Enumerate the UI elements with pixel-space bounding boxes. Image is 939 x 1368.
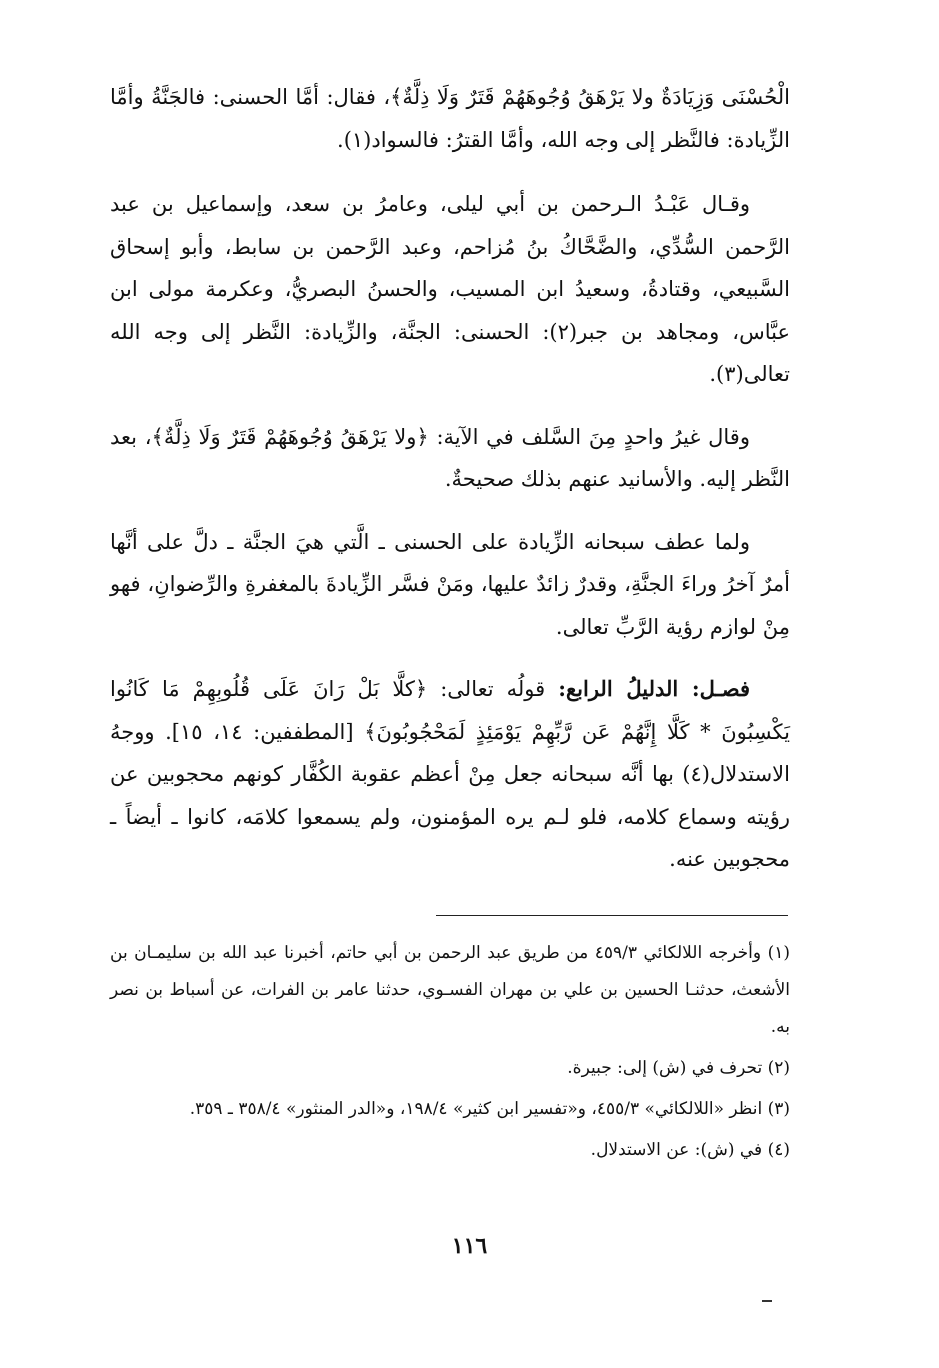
scan-mark [762,1300,772,1302]
paragraph-2: وقـال عَبْـدُ الـرحمن بن أبي ليلى، وعامرُ بن سعد، وإسماعيل بن عبد الرَّحمن السُّدِّي، والضَّحَّاكُ بنُ مُزاحم، وعبد الرَّحمن بن سابط، وأبو إسحاق السَّبيعي، وقتادةُ، وسعيدُ ابن المسيب، والحسنُ البصريُّ، وعكرمة مولى ابن عبَّاس، ومجاهد بن جبر(٢): الحسنى: الجنَّة، والزِّيادة: النَّظر إلى وجه الله تعالى(٣). [110,192,790,386]
footnote-4: (٤) في (ش): عن الاستدلال. [590,1140,790,1160]
footnote-3: (٣) انظر «اللالكائي» ٤٥٥/٣، و«تفسير ابن كثير» ١٩٨/٤، و«الدر المنثور» ٣٥٨/٤ ـ ٣٥٩. [189,1099,790,1119]
footnote-divider [436,915,788,916]
paragraph-1: الْحُسْنَى وَزِيَادَةٌ ولا يَرْهَقُ وُجُوهَهُمْ قَتَرٌ وَلَا ذِلَّةٌ﴾، فقال: أمَّا الحسنى: فالجَنَّةُ وأمَّا الزِّيادة: فالنَّظر إلى وجه الله، وأمَّا القترُ: فالسواد(١). [110,85,790,152]
section-heading: فصـل: الدليلُ الرابع: [558,676,750,701]
footnote-2: (٢) تحرف في (ش) إلى: جبيرة. [567,1058,790,1078]
main-text [110,76,790,901]
page-number: ١١٦ [451,1233,488,1259]
footnote-1: (١) وأخرجه اللالكائي ٤٥٩/٣ من طريق عبد الرحمن بن أبي حاتم، أخبرنا عبد الله بن سليمـان بن الأشعث، حدثنـا الحسين بن علي بن مهران الفسـوي، حدثنا عامر بن الفرات، عن أسباط بن نصر به. [110,943,790,1037]
section-text: قولُه تعالى: ﴿كلَّا بَلْ رَانَ عَلَى قُلُوبِهِمْ مَا كَانُوا يَكْسِبُونَ * كَلَّا إِنَّهُمْ عَن رَّبِّهِمْ يَوْمَئِذٍ لَمَحْجُوبُونَ﴾ [المطففين: ١٤، ١٥]. ووجهُ الاستدلال(٤) بها أنَّه سبحانه جعل مِنْ أعظم عقوبة الكُفَّار كونهم محجوبين عن رؤيته وسماع كلامه، فلو لـم يره المؤمنون، ولم يسمعوا كلامَه، كانوا ـ أيضاً ـ محجوبين عنه. [110,677,790,871]
footnotes [110,935,790,1173]
section-fasl [110,668,790,881]
paragraph-4: ولما عطف سبحانه الزِّيادة على الحسنى ـ الَّتي هيَ الجنَّة ـ دلَّ على أنَّها أمرٌ آخرُ وراءَ الجنَّةِ، وقدرٌ زائدٌ عليها، ومَنْ فسَّر الزِّيادةَ بالمغفرةِ والرِّضوانِ، فهو مِنْ لوازم رؤية الرَّبِّ تعالى. [110,529,790,639]
paragraph-3: وقال غيرُ واحدٍ مِنَ السَّلف في الآية: ﴿ولا يَرْهَقُ وُجُوهَهُمْ قَتَرٌ وَلَا ذِلَّةٌ﴾، بعد النَّظر إليه. والأسانيد عنهم بذلك صحيحةٌ. [110,424,790,491]
